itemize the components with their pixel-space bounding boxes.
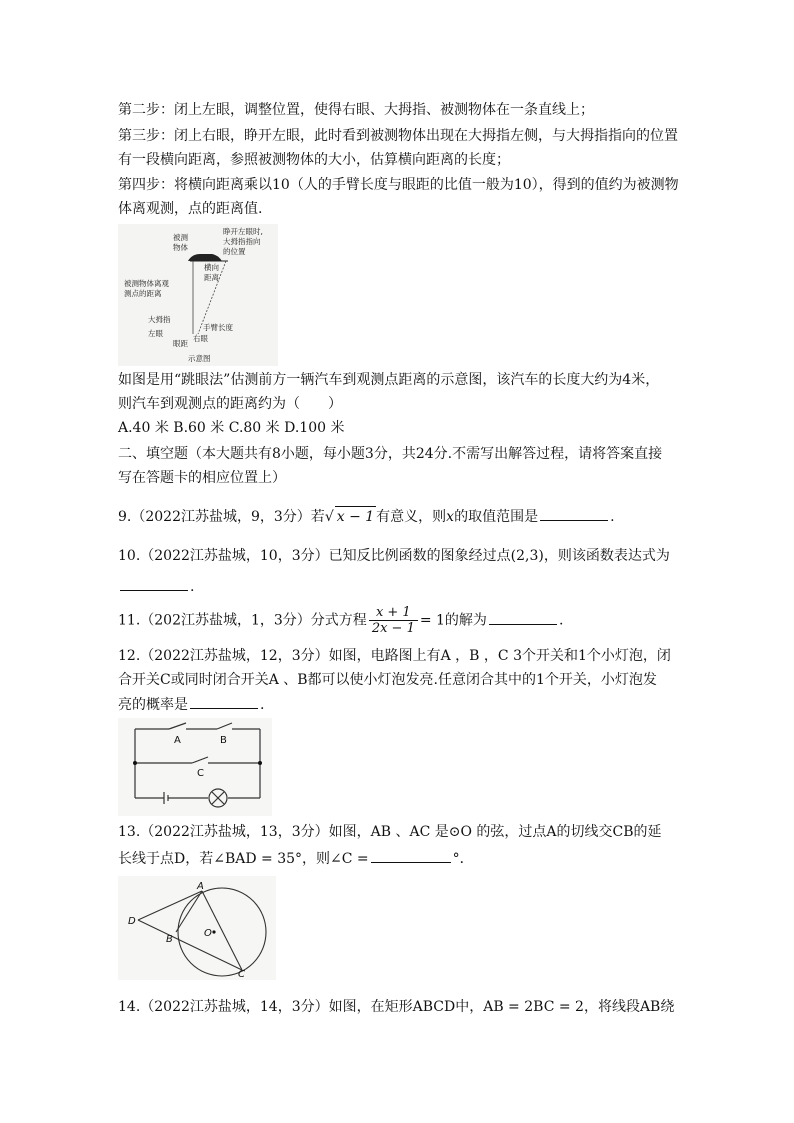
q12-text: 亮的概率是 (118, 697, 188, 713)
fraction-numerator: x + 1 (369, 605, 418, 621)
q10-text: 10.（2022江苏盐城，10，3分）已知反比例函数的图象经过点 (118, 548, 511, 564)
q11-text: 11.（202江苏盐城，1，3分）分式方程 (118, 612, 367, 629)
text-q8-options: A.40 米 B.60 米 C.80 米 D.100 米 (118, 420, 345, 436)
answer-blank[interactable] (371, 848, 451, 863)
label-left-eye: 左眼 (148, 329, 163, 338)
circuit-diagram (118, 718, 272, 816)
label-right-eye: 右眼 (193, 334, 208, 343)
switch-b-label: B (220, 735, 227, 746)
point-c-label: C (238, 969, 245, 980)
q9-var: x (446, 509, 455, 525)
q10-period: . (190, 579, 195, 595)
question-9 (118, 506, 615, 527)
q11-fraction (369, 605, 418, 636)
section-fill-blank: 二、填空题（本大题共有8小题，每小题3分，共24分.不需写出解答过程，请将答案直接 (118, 446, 663, 462)
q9-prefix: 9.（2022江苏盐城，9，3分）若 (118, 509, 325, 525)
q11-period: . (558, 612, 564, 629)
text-q13a: 13.（2022江苏盐城，13，3分）如图，AB 、AC 是⊙O 的弦，过点A的切线交CB的延 (118, 824, 662, 840)
q9-text: 有意义，则 (376, 509, 447, 525)
q10-point: (2,3) (510, 548, 544, 564)
question-10-answer (118, 576, 194, 597)
point-a-label: A (197, 881, 204, 892)
question-13-line2 (118, 848, 474, 869)
question-11 (118, 605, 563, 636)
answer-blank[interactable] (190, 694, 258, 709)
answer-blank[interactable] (489, 610, 557, 625)
label-distance: 被测物体离观 (124, 279, 169, 288)
label-distance: 测点的距离 (124, 289, 162, 298)
q12-period: . (260, 697, 265, 713)
q9-text: 的取值范围是 (454, 509, 539, 525)
q10-text: ，则该函数表达式为 (543, 548, 670, 564)
q9-period: . (610, 509, 615, 525)
label-arm: 手臂长度 (203, 323, 233, 332)
q13-text: 长线于点D，若∠BAD = 35°，则∠C = (118, 851, 369, 867)
question-12-answer (118, 694, 264, 715)
text-q8b: 则汽车到观测点的距离约为（ ） (118, 396, 342, 412)
q9-radicand: x − 1 (335, 506, 376, 527)
label-object: 被测 (173, 233, 188, 242)
switch-c-label: C (197, 768, 204, 779)
label-lateral: 距离 (204, 273, 219, 282)
label-object: 物体 (173, 243, 188, 252)
label-lateral: 横向 (204, 263, 219, 272)
section-fill-blank: 写在答题卡的相应位置上） (118, 470, 286, 486)
text-step4a: 第四步：将横向距离乘以10（人的手臂长度与眼距的比值一般为10），得到的值约为被测物 (118, 177, 679, 193)
q11-text: = 1的解为 (419, 612, 487, 629)
sqrt-sign: √ (324, 509, 334, 525)
label-open-eye: 睁开左眼时, (223, 227, 263, 236)
label-open-eye: 大拇指指向 (223, 237, 261, 246)
point-d-label: D (128, 916, 136, 927)
text-q12a: 12.（2022江苏盐城，12，3分）如图，电路图上有A ，B ，C 3个开关和1个小灯泡，闭 (118, 648, 671, 664)
label-thumb: 大拇指 (148, 315, 171, 324)
text-step4b: 体离观测，点的距离值. (118, 201, 263, 217)
text-step3b: 有一段横向距离，参照被测物体的大小，估算横向距离的长度； (118, 152, 510, 168)
text-q12b: 合开关C或同时闭合开关A 、B都可以使小灯泡发亮.任意闭合其中的1个开关，小灯泡发 (118, 672, 657, 688)
circle-geometry-diagram (118, 876, 276, 980)
switch-a-label: A (174, 735, 181, 746)
text-q8a: 如图是用“跳眼法”估测前方一辆汽车到观测点距离的示意图，该汽车的长度大约为4米， (118, 372, 660, 388)
text-step3a: 第三步：闭上右眼，睁开左眼，此时看到被测物体出现在大拇指左侧，与大拇指指向的位置 (118, 128, 678, 144)
point-o-label: O (204, 928, 212, 939)
label-caption: 示意图 (188, 354, 211, 363)
q13-degree: °． (452, 851, 474, 867)
jump-eye-diagram (118, 224, 278, 366)
label-open-eye: 的位置 (223, 247, 246, 256)
text-q14: 14.（2022江苏盐城，14，3分）如图，在矩形ABCD中，AB = 2BC = 2，将线段AB绕 (118, 999, 675, 1015)
point-b-label: B (166, 934, 173, 945)
fraction-denominator: 2x − 1 (371, 621, 415, 636)
question-10 (118, 546, 670, 566)
answer-blank[interactable] (540, 506, 608, 521)
text-step2: 第二步：闭上左眼，调整位置，使得右眼、大拇指、被测物体在一条直线上； (118, 102, 594, 118)
answer-blank[interactable] (120, 576, 188, 591)
label-eye-distance: 眼距 (173, 339, 188, 348)
